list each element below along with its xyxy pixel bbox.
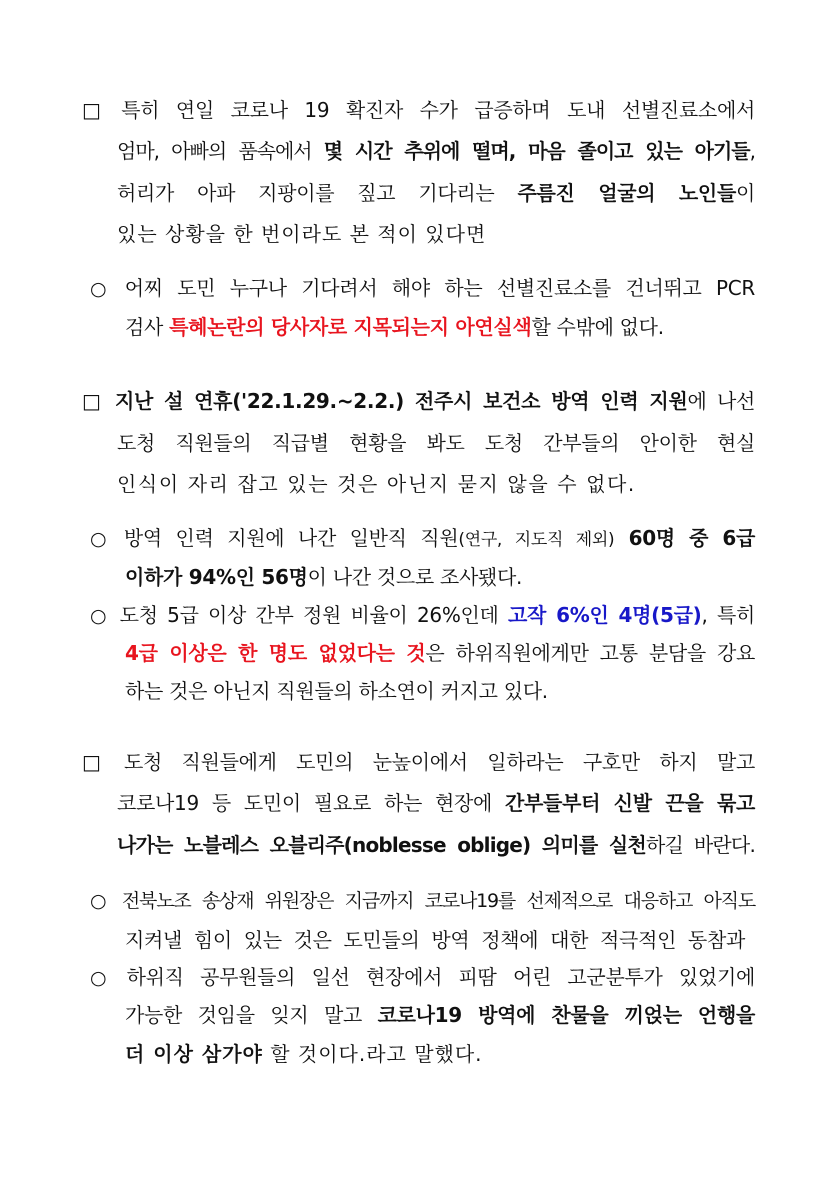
text: 도청 직원들의 직급별 현황을 봐도 도청 간부들의 안이한 현실 [117,431,755,455]
bold-text: 더 이상 삼가야 [125,1042,263,1066]
small-text: (연구, 지도직 제외) [458,530,615,550]
text: 어찌 도민 누구나 기다려서 해야 하는 선별진료소를 건너뛰고 PCR [124,276,756,300]
section-2-circle-2-line-3 [125,678,548,704]
bold-text: 코로나19 방역에 찬물을 끼얹는 언행을 [377,1003,755,1027]
text: 허리가 아파 지팡이를 짚고 기다리는 [117,181,518,205]
text: 특히 연일 코로나 19 확진자 수가 급증하며 도내 선별진료소에서 [121,98,755,122]
text: 엄마, 아빠의 품속에서 [117,139,324,163]
section-3-line-1 [82,749,755,775]
text: , 특히 [701,603,756,627]
section-2-line-1 [82,388,755,414]
text: 도청 직원들에게 도민의 눈높이에서 일하라는 구호만 하지 말고 [124,750,755,774]
text: 방역 인력 지원에 나간 일반직 직원 [123,526,459,550]
section-3-circle-2-line-2 [125,1002,755,1028]
section-1-circle-line-2 [125,314,664,340]
section-1-line-4 [117,221,486,247]
text: 에 나선 [687,389,755,413]
circle-bullet-icon: ○ [90,278,115,300]
bold-text: 간부들부터 신발 끈을 묶고 [505,791,755,815]
square-bullet-icon: □ [82,98,112,122]
text: 인식이 자리 잡고 있는 것은 아닌지 묻지 않을 수 없다. [117,472,636,496]
circle-bullet-icon: ○ [90,967,117,989]
circle-bullet-icon: ○ [90,890,112,912]
section-3-circle-1-line-1 [90,888,755,914]
square-bullet-icon: □ [82,750,115,774]
text: 검사 [125,315,170,339]
section-3-circle-2-line-1 [90,964,755,991]
bold-text: 주름진 얼굴의 노인들 [517,181,736,205]
text: 코로나19 등 도민이 필요로 하는 현장에 [117,791,506,815]
bold-text: 나가는 노블레스 오블리주(noblesse oblige) 의미를 실천 [117,833,646,857]
square-bullet-icon: □ [82,389,105,413]
section-3-circle-1-line-2 [125,927,745,953]
text: 할 수밖에 없다. [531,315,664,339]
text: 지켜낼 힘이 있는 것은 도민들의 방역 정책에 대한 적극적인 동참과 [125,928,745,952]
red-highlight-text: 특혜논란의 당사자로 지목되는지 아연실색 [169,315,532,339]
text: , [749,139,755,163]
circle-bullet-icon: ○ [90,605,110,627]
text: 하위직 공무원들의 일선 현장에서 피땀 어린 고군분투가 있었기에 [126,965,755,989]
section-2-line-3 [117,471,636,497]
text: 은 하위직원에게만 고통 분담을 강요 [425,641,756,665]
blue-highlight-text: 고작 6%인 4명(5급) [508,603,702,627]
bold-text: 몇 시간 추위에 떨며, 마음 졸이고 있는 아기들 [323,139,750,163]
text: 도청 5급 이상 간부 정원 비율이 26%인데 [119,603,508,627]
text: 가능한 것임을 잊지 말고 [125,1003,378,1027]
text: 할 것이다.라고 말했다. [262,1042,483,1066]
bold-text: 지난 설 연휴('22.1.29.~2.2.) 전주시 보건소 방역 인력 지원 [115,389,688,413]
section-1-line-1 [82,97,755,123]
section-3-line-2 [117,790,755,816]
section-2-circle-2-line-2 [125,640,755,666]
section-2-circle-1-line-1 [90,525,755,553]
text: 전북노조 송상재 위원장은 지금까지 코로나19를 선제적으로 대응하고 아직도 [121,890,755,912]
text: 있는 상황을 한 번이라도 본 적이 있다면 [117,222,487,246]
text: 하길 바란다. [645,833,756,857]
section-1-line-3 [117,180,755,206]
red-highlight-text: 4급 이상은 한 명도 없었다는 것 [125,641,426,665]
section-3-circle-2-line-3 [125,1041,483,1067]
section-2-circle-2-line-1 [90,602,755,629]
section-1-line-2 [117,138,755,164]
section-2-line-2 [117,430,755,456]
bold-text: 60명 중 6급 [614,526,755,550]
circle-bullet-icon: ○ [90,528,114,550]
section-2-circle-1-line-2 [125,564,522,590]
section-3-line-3 [117,832,755,858]
text: 이 [735,181,755,205]
bold-text: 이하가 94%인 56명 [125,565,308,589]
section-1-circle-line-1 [90,275,755,302]
text: 이 나간 것으로 조사됐다. [307,565,523,589]
text: 하는 것은 아닌지 직원들의 하소연이 커지고 있다. [125,679,548,703]
